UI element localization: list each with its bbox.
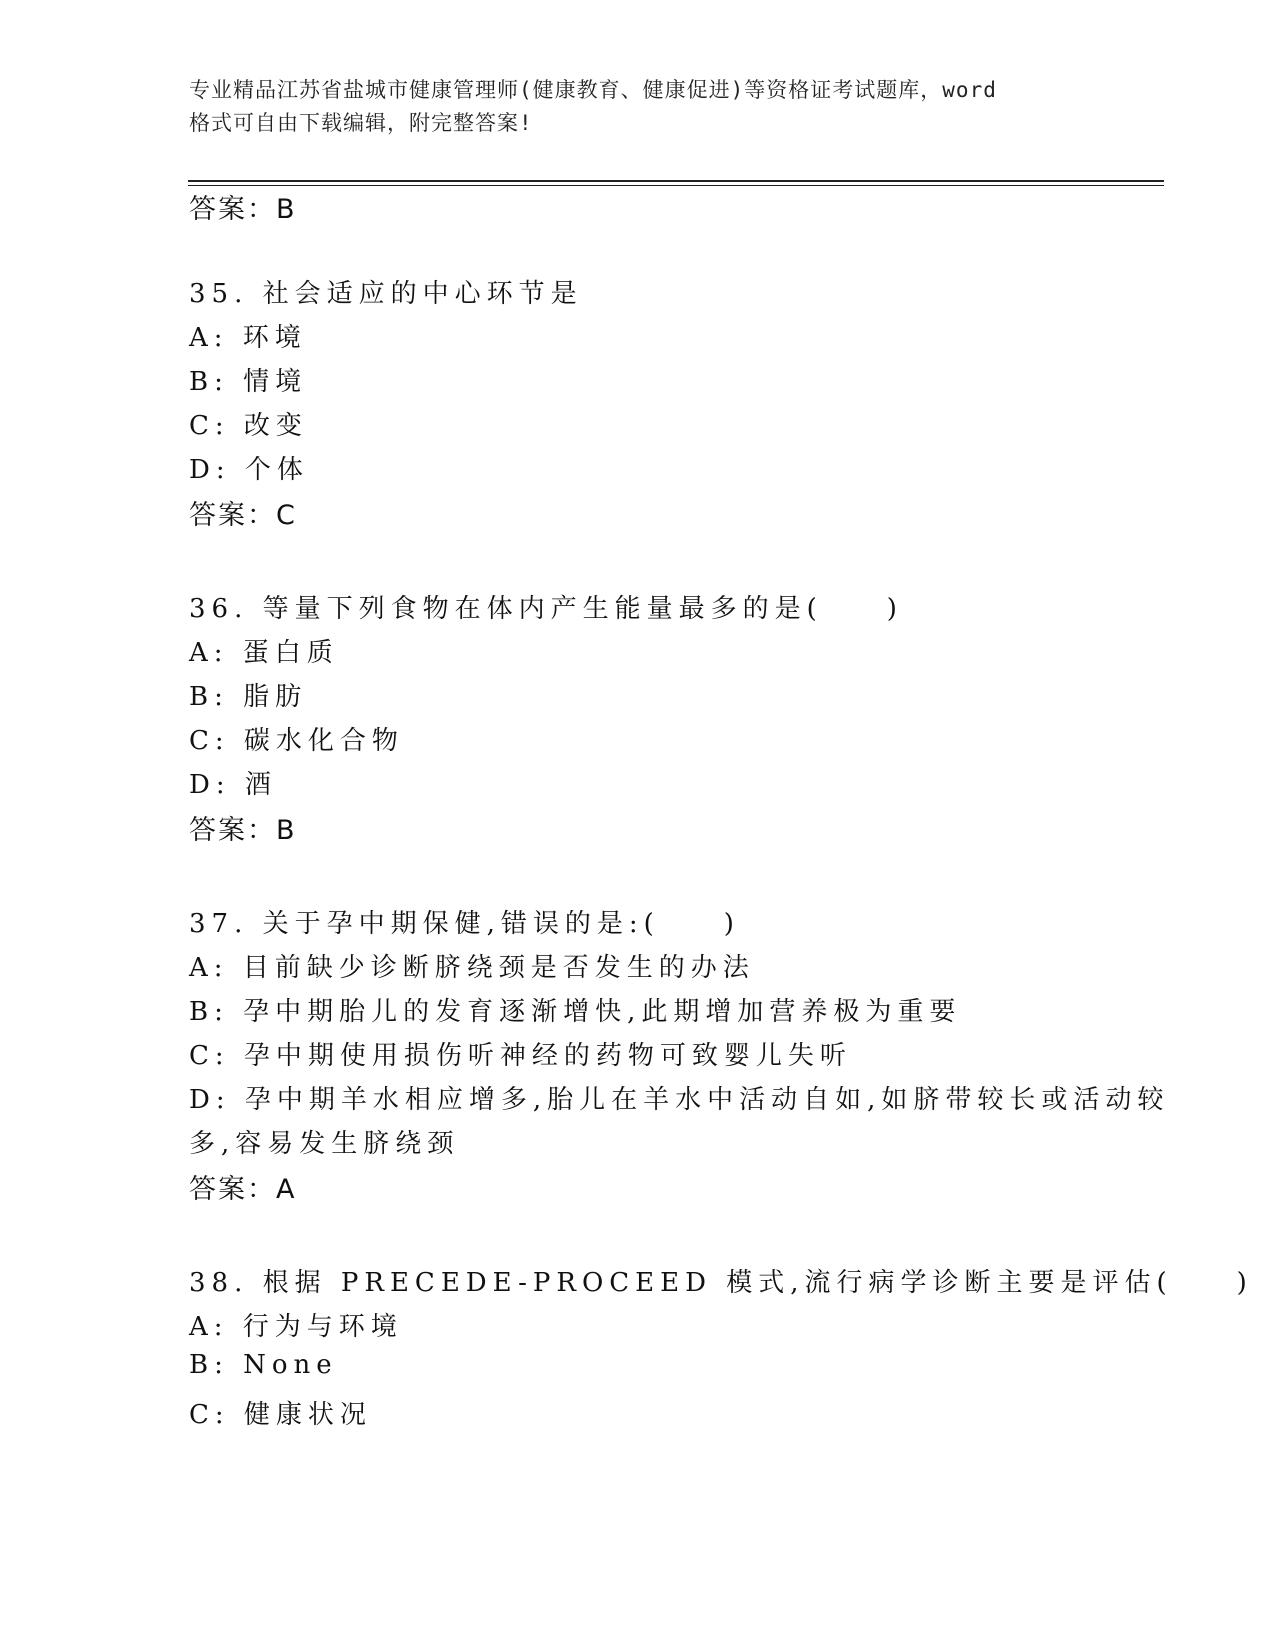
question-37-answer: 答案：A [189,1174,297,1205]
question-36-option-d: D: 酒 [189,770,277,800]
question-35-stem: 35. 社会适应的中心环节是 [189,279,583,309]
question-36-option-b: B: 脂肪 [189,682,308,712]
header-rule-thin [188,185,1164,186]
question-35-option-a: A: 环境 [189,323,307,353]
header-rule-thick [188,180,1164,182]
question-37-option-d-continued: 多,容易发生脐绕颈 [189,1129,460,1159]
question-36-option-c: C: 碳水化合物 [189,726,404,756]
question-37-stem: 37. 关于孕中期保健,错误的是:( ) [189,909,740,939]
question-35-option-c: C: 改变 [189,411,308,441]
question-38-option-a: A: 行为与环境 [189,1312,403,1342]
question-38-option-b: B: None [189,1350,338,1380]
question-38-option-c: C: 健康状况 [189,1400,372,1430]
question-37-option-b: B: 孕中期胎儿的发育逐渐增快,此期增加营养极为重要 [189,997,962,1027]
previous-answer: 答案：B [189,194,297,225]
question-36-stem: 36. 等量下列食物在体内产生能量最多的是( ) [189,594,903,624]
header-line-1: 专业精品江苏省盐城市健康管理师(健康教育、健康促进)等资格证考试题库，word [189,78,997,102]
page-header [189,74,1089,140]
question-36-option-a: A: 蛋白质 [189,638,339,668]
question-35-option-d: D: 个体 [189,455,309,485]
question-35-option-b: B: 情境 [189,367,308,397]
header-line-2: 格式可自由下载编辑，附完整答案! [189,111,533,135]
question-37-option-d: D: 孕中期羊水相应增多,胎儿在羊水中活动自如,如脐带较长或活动较 [189,1085,1170,1115]
question-36-answer: 答案：B [189,815,297,846]
question-37-option-c: C: 孕中期使用损伤听神经的药物可致婴儿失听 [189,1041,852,1071]
question-35-answer: 答案：C [189,500,297,531]
question-37-option-a: A: 目前缺少诊断脐绕颈是否发生的办法 [189,953,755,983]
question-38-stem: 38. 根据 PRECEDE-PROCEED 模式,流行病学诊断主要是评估( ) [189,1268,1253,1298]
